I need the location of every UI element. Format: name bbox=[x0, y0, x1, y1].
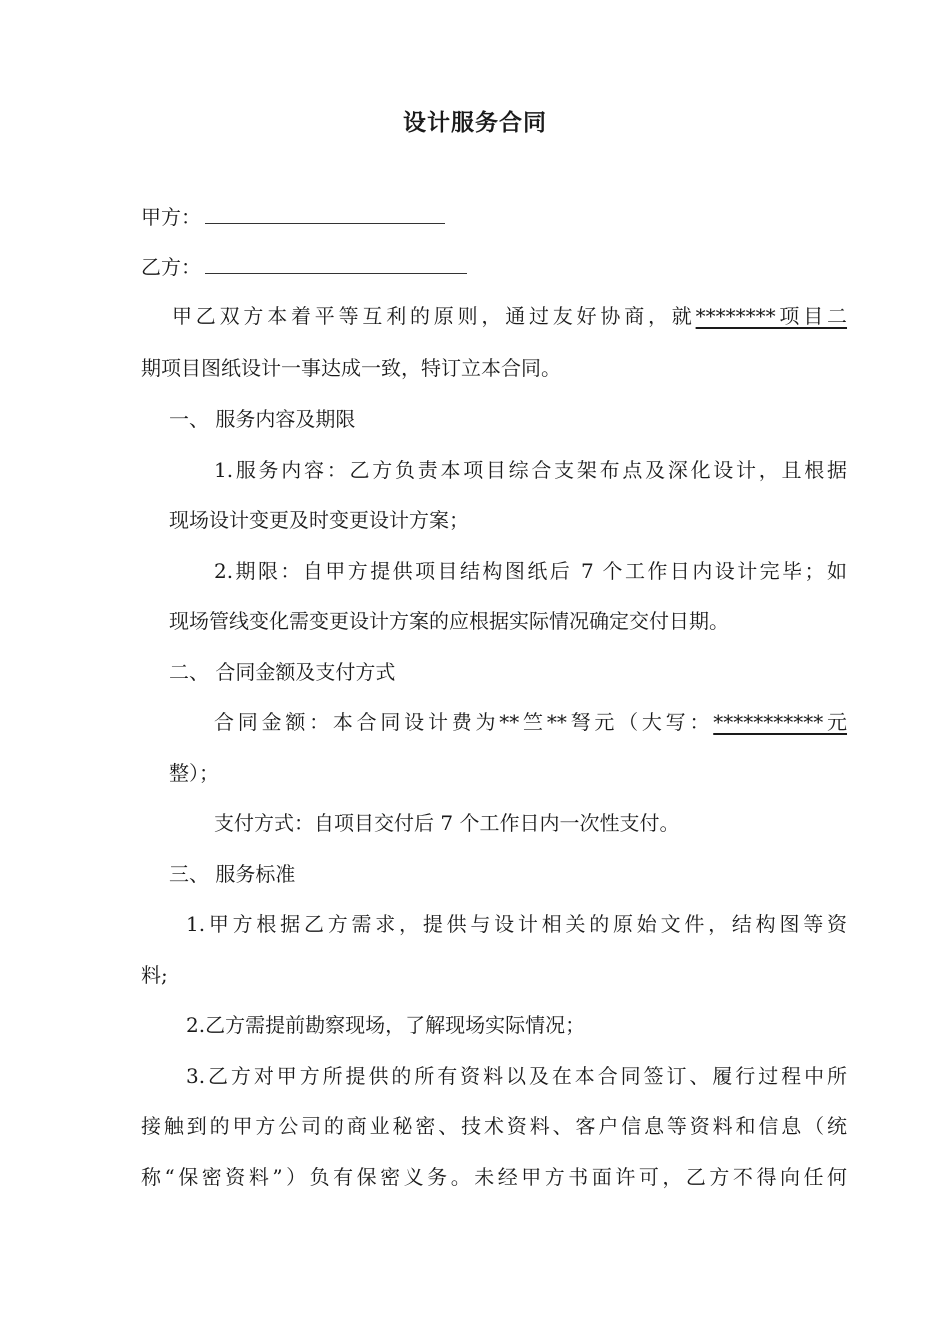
project-name-underlined: ********项目二 bbox=[695, 304, 848, 328]
section-1-item-1-line-2: 现场设计变更及时变更设计方案； bbox=[169, 508, 469, 532]
section-3-item-1-line-1: 1.甲方根据乙方需求，提供与设计相关的原始文件，结构图等资 bbox=[186, 912, 847, 936]
intro-line-1 bbox=[172, 301, 847, 331]
payment-method: 支付方式：自项目交付后 7 个工作日内一次性支付。 bbox=[214, 811, 680, 835]
section-3-item-2: 2.乙方需提前勘察现场，了解现场实际情况； bbox=[186, 1013, 586, 1037]
section-1-heading: 一、 服务内容及期限 bbox=[169, 407, 356, 431]
section-3-item-3-line-2: 接触到的甲方公司的商业秘密、技术资料、客户信息等资料和信息（统 bbox=[141, 1114, 847, 1138]
section-1-item-2-line-1: 2.期限：自甲方提供项目结构图纸后 7 个工作日内设计完毕；如 bbox=[214, 559, 847, 583]
section-2-heading: 二、 合同金额及支付方式 bbox=[169, 660, 396, 684]
contract-amount-text: 合同金额：本合同设计费为**竺**弩元（大写： bbox=[214, 710, 714, 734]
party-b-blank bbox=[205, 251, 467, 274]
party-a-label: 甲方： bbox=[141, 205, 201, 229]
section-3-item-1-line-2: 料; bbox=[141, 963, 168, 987]
section-1-item-1-line-1: 1.服务内容：乙方负责本项目综合支架布点及深化设计，且根据 bbox=[214, 458, 847, 482]
party-b-label: 乙方： bbox=[141, 255, 201, 279]
party-b-line bbox=[141, 251, 467, 282]
intro-text: 甲乙双方本着平等互利的原则，通过友好协商，就 bbox=[172, 304, 696, 328]
contract-amount-underlined: ***********元 bbox=[713, 710, 848, 734]
contract-amount-line-2: 整）； bbox=[169, 761, 219, 785]
intro-line-2: 期项目图纸设计一事达成一致，特订立本合同。 bbox=[141, 356, 561, 380]
section-3-heading: 三、 服务标准 bbox=[169, 862, 296, 886]
page-title: 设计服务合同 bbox=[403, 110, 547, 136]
contract-amount-line-1 bbox=[214, 707, 847, 737]
party-a-line bbox=[141, 201, 445, 232]
section-3-item-3-line-3: 称“保密资料”）负有保密义务。未经甲方书面许可，乙方不得向任何 bbox=[141, 1165, 847, 1189]
party-a-blank bbox=[205, 201, 445, 224]
section-3-item-3-line-1: 3.乙方对甲方所提供的所有资料以及在本合同签订、履行过程中所 bbox=[186, 1064, 847, 1088]
section-1-item-2-line-2: 现场管线变化需变更设计方案的应根据实际情况确定交付日期。 bbox=[169, 609, 729, 633]
